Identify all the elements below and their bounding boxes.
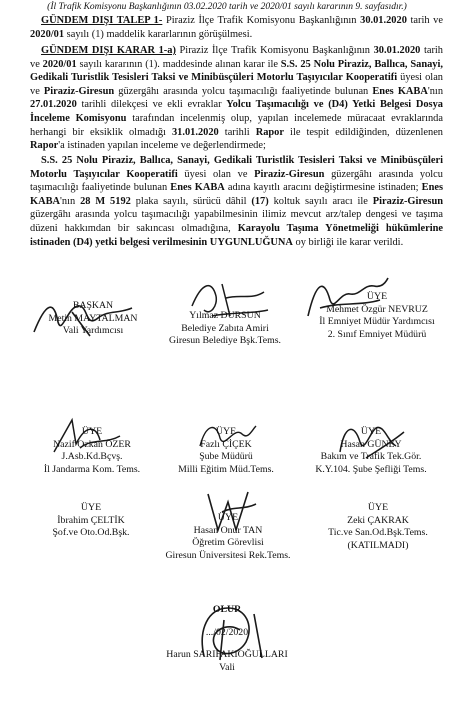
signature-title: Belediye Zabıta Amiri <box>181 322 269 334</box>
approval-date: .../02/2020 <box>205 626 249 638</box>
signature-block-guney <box>300 426 442 476</box>
signature-title: Öğretim Görevlisi <box>192 537 264 549</box>
signature-title-2: K.Y.104. Şube Şefliği Tems. <box>315 463 427 475</box>
signature-name: Fazlı ÇİÇEK <box>200 438 252 450</box>
signature-role: ÜYE <box>215 426 237 437</box>
signature-name: İbrahim ÇELTİK <box>57 514 125 526</box>
signature-title: Şube Müdürü <box>199 451 253 463</box>
decision-heading: GÜNDEM DIŞI KARAR 1-a) <box>41 45 176 56</box>
signature-role: ÜYE <box>217 512 239 523</box>
signature-title-2: 2. Sınıf Emniyet Müdürü <box>327 328 427 340</box>
signature-role: ÜYE <box>367 502 389 513</box>
signature-block-tan <box>158 512 298 562</box>
signature-role: ÜYE <box>366 291 388 302</box>
page-header-note: (İl Trafik Komisyonu Başkanlığının 03.02.2020 tarih ve 2020/01 sayılı kararının 9. sayfasıdır.) <box>47 2 407 12</box>
signature-block-celtik <box>36 502 146 540</box>
signature-block-cakrak <box>316 502 440 552</box>
signature-block-baskan <box>34 300 152 338</box>
signature-name: Zeki ÇAKRAK <box>347 514 409 526</box>
signature-title: Tic.ve San.Od.Bşk.Tems. <box>328 527 428 539</box>
signature-title-2: (KATILMADI) <box>347 539 409 551</box>
signature-role: ÜYE <box>360 426 382 437</box>
signature-title-2: Milli Eğitim Müd.Tems. <box>178 463 274 475</box>
agenda-request-paragraph: GÜNDEM DIŞI TALEP 1- Piraziz İlçe Trafik Komisyonu Başkanlığının 30.01.2020 tarih ve 2020/01 sayılı (1) maddelik kararlarının görüşülmesi. <box>30 15 443 40</box>
signature-name: Mehmet Özgür NEVRUZ <box>326 303 428 315</box>
signature-block-nevruz <box>304 291 450 341</box>
request-heading: GÜNDEM DIŞI TALEP 1- <box>41 15 163 26</box>
signature-title: İl Emniyet Müdür Yardımcısı <box>319 316 435 328</box>
approval-block <box>162 604 292 674</box>
agenda-decision-paragraph: GÜNDEM DIŞI KARAR 1-a) Piraziz İlçe Trafik Komisyonu Başkanlığının 30.01.2020 tarih ve 2020/01 sayılı kararının (1). maddesinde alınan karar ile S.S. 25 Nolu Piraziz, Ballıca, Sanayi, Gedikali Turistlik Tesisleri Taksi ve Minibüsçüleri Motorlu Taşıyıcılar Kooperatifi üyesi olan ve Piraziz-Giresun güzergâhı arasında yolcu taşımacılığı faaliyetinde bulunan Enes KABA'nın 27.01.2020 tarihli dilekçesi ve ekli evraklar Yolcu Taşımacılığı ve (D4) Yetki Belgesi Dosya İnceleme Komisyonu tarafından incelenmiş olup, yapılan incelemede müracaat evraklarında herhangi bir eksiklik olmadığı 31.01.2020 tarihli Rapor ile tespit edildiğinden, düzenlenen Rapor'a istinaden yapılan inceleme ve değerlendirmede; <box>30 45 444 152</box>
signature-title: J.Asb.Kd.Bçvş. <box>61 451 123 463</box>
signature-name: Hasan Onur TAN <box>193 524 263 536</box>
approval-name: Harun SARIFAKIOĞULLARI <box>166 649 288 661</box>
signature-title-2: Giresun Üniversitesi Rek.Tems. <box>165 549 291 561</box>
decision-body-paragraph: S.S. 25 Nolu Piraziz, Ballıca, Sanayi, Gedikali Turistlik Tesisleri Taksi ve Minibüsçüleri Motorlu Taşıyıcılar Kooperatifi üyesi olan ve Piraziz-Giresun güzergâhı arasında yolcu taşımacılığı faaliyetinde bulunan Enes KABA adına kayıtlı aracını değiştirmesine istinaden; Enes KABA'nın 28 M 5192 plaka sayılı, sürücü dâhil (17) koltuk sayılı aracı ile Piraziz-Giresun güzergâhı arasında yolcu taşımacılığı yapabilmesinin ilimiz mevcut arz/talep dengesi ve taşıma düzeni hakkımdan bir sakıncası olmadığına, Karayolu Taşıma Yönetmeliği hükümlerine istinaden (D4) yetki belgesi verilmesinin UYGUNLUĞUNA oy birliği ile karar verildi. <box>30 155 444 248</box>
signature-title-2: İl Jandarma Kom. Tems. <box>43 463 141 475</box>
signature-block-ozer <box>36 426 148 476</box>
approval-title: Vali <box>219 661 235 673</box>
signature-name: Nazif Ozkan ÖZER <box>53 438 131 450</box>
signature-title: Bakım ve Trafik Tek.Gör. <box>320 451 422 463</box>
signature-role: ÜYE <box>80 502 102 513</box>
signature-title-2: Giresun Belediye Bşk.Tems. <box>169 335 281 347</box>
signature-block-dursun <box>160 310 290 348</box>
signature-title: Vali Yardımcısı <box>62 325 124 337</box>
approval-label: OLUR <box>212 604 242 615</box>
signature-role: BAŞKAN <box>72 300 114 311</box>
signature-block-cicek <box>170 426 282 476</box>
signature-name: Yılmaz DURSUN <box>189 310 261 321</box>
signature-name: Hasan GÜNEY <box>340 438 402 450</box>
signature-title: Şof.ve Oto.Od.Bşk. <box>52 527 130 539</box>
signature-name: Metin MAYTALMAN <box>48 312 138 324</box>
signature-role: ÜYE <box>81 426 103 437</box>
